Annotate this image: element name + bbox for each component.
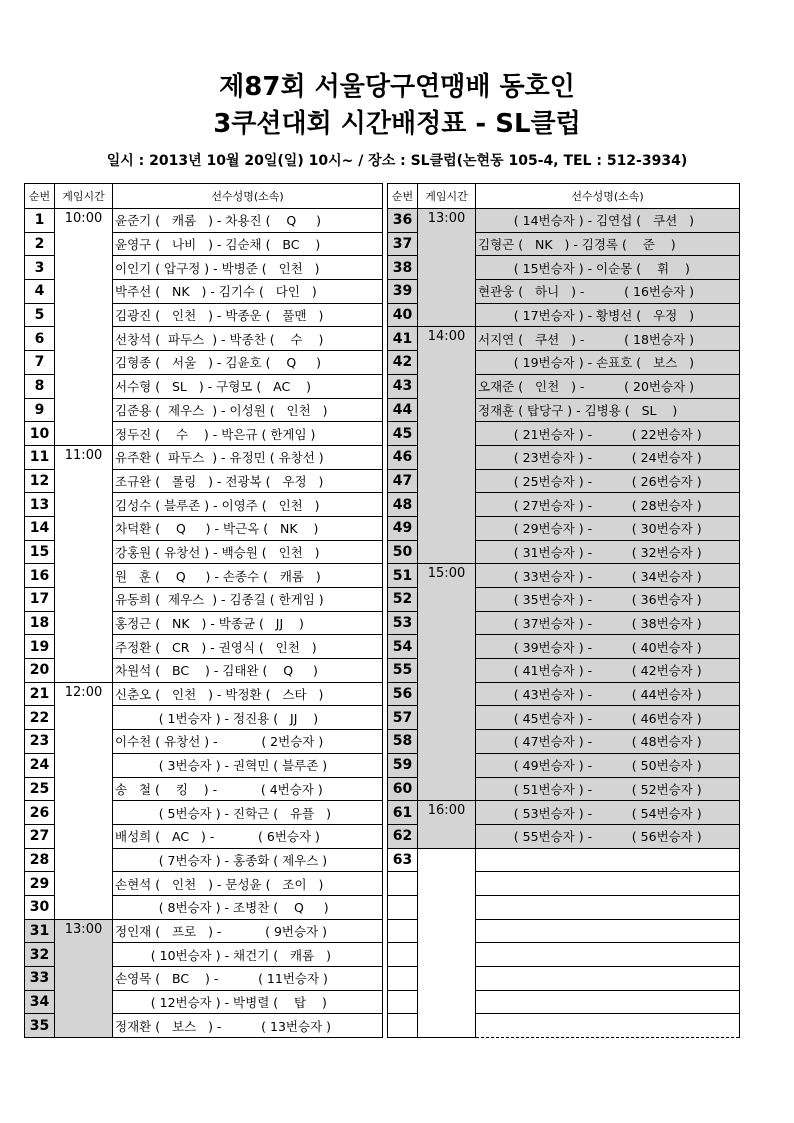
- match-number: 9: [25, 398, 55, 422]
- match-players: 현관웅 ( 하니 ) - ( 16번승자 ): [476, 280, 740, 304]
- game-time: 11:00: [55, 445, 113, 682]
- match-players: ( 43번승자 ) - ( 44번승자 ): [476, 682, 740, 706]
- match-number: 63: [388, 848, 418, 872]
- match-number: 41: [388, 327, 418, 351]
- game-time: 13:00: [55, 919, 113, 1037]
- match-number: [388, 872, 418, 896]
- match-players: ( 3번승자 ) - 권혁민 ( 블루존 ): [113, 753, 383, 777]
- match-players: ( 45번승자 ) - ( 46번승자 ): [476, 706, 740, 730]
- match-number: 57: [388, 706, 418, 730]
- game-time: 14:00: [418, 327, 476, 564]
- match-number: 52: [388, 588, 418, 612]
- match-players: 차덕환 ( Q ) - 박근옥 ( NK ): [113, 516, 383, 540]
- header-num: 순번: [388, 184, 418, 209]
- title-line-1: 제87회 서울당구연맹배 동호인: [219, 72, 575, 102]
- match-number: 46: [388, 445, 418, 469]
- header-players: 선수성명(소속): [476, 184, 740, 209]
- match-number: 4: [25, 280, 55, 304]
- match-number: 42: [388, 351, 418, 375]
- schedule-table-left: [24, 183, 383, 1038]
- match-number: 43: [388, 374, 418, 398]
- match-players: ( 10번승자 ) - 채건기 ( 캐롬 ): [113, 943, 383, 967]
- match-number: 61: [388, 801, 418, 825]
- match-players: 윤준기 ( 캐롬 ) - 차용진 ( Q ): [113, 209, 383, 233]
- match-players: 김형종 ( 서울 ) - 김윤호 ( Q ): [113, 351, 383, 375]
- match-players: 정두진 ( 수 ) - 박은규 ( 한게임 ): [113, 422, 383, 446]
- match-number: 49: [388, 516, 418, 540]
- match-number: 47: [388, 469, 418, 493]
- match-players: [476, 872, 740, 896]
- schedule-table-right: [387, 183, 740, 1038]
- match-players: ( 37번승자 ) - ( 38번승자 ): [476, 611, 740, 635]
- match-players: 손현석 ( 인천 ) - 문성윤 ( 조이 ): [113, 872, 383, 896]
- match-players: 선창석 ( 파두스 ) - 박종찬 ( 수 ): [113, 327, 383, 351]
- match-players: ( 1번승자 ) - 정진용 ( JJ ): [113, 706, 383, 730]
- game-time: [418, 848, 476, 1038]
- table-row: [25, 445, 383, 469]
- match-players: [476, 919, 740, 943]
- match-players: 오재준 ( 인천 ) - ( 20번승자 ): [476, 374, 740, 398]
- match-number: 45: [388, 422, 418, 446]
- match-number: 53: [388, 611, 418, 635]
- match-number: 10: [25, 422, 55, 446]
- header-num: 순번: [25, 184, 55, 209]
- match-players: ( 31번승자 ) - ( 32번승자 ): [476, 540, 740, 564]
- match-number: 19: [25, 635, 55, 659]
- table-row: [25, 682, 383, 706]
- match-number: 17: [25, 588, 55, 612]
- match-number: 48: [388, 493, 418, 517]
- match-players: ( 7번승자 ) - 홍종화 ( 제우스 ): [113, 848, 383, 872]
- match-number: 15: [25, 540, 55, 564]
- match-number: 11: [25, 445, 55, 469]
- match-players: 윤영구 ( 나비 ) - 김순채 ( BC ): [113, 232, 383, 256]
- match-number: 38: [388, 256, 418, 280]
- game-time: 10:00: [55, 209, 113, 446]
- match-number: [388, 990, 418, 1014]
- table-row: [25, 919, 383, 943]
- match-number: 13: [25, 493, 55, 517]
- match-number: [388, 895, 418, 919]
- match-players: 정인재 ( 프로 ) - ( 9번승자 ): [113, 919, 383, 943]
- match-players: ( 49번승자 ) - ( 50번승자 ): [476, 753, 740, 777]
- match-players: 이인기 ( 압구정 ) - 박병준 ( 인천 ): [113, 256, 383, 280]
- match-players: 홍정근 ( NK ) - 박종균 ( JJ ): [113, 611, 383, 635]
- match-players: 원 훈 ( Q ) - 손종수 ( 캐롬 ): [113, 564, 383, 588]
- match-number: 44: [388, 398, 418, 422]
- match-players: ( 47번승자 ) - ( 48번승자 ): [476, 730, 740, 754]
- match-players: ( 14번승자 ) - 김연섭 ( 쿠션 ): [476, 209, 740, 233]
- match-number: 35: [25, 1014, 55, 1038]
- match-players: ( 27번승자 ) - ( 28번승자 ): [476, 493, 740, 517]
- match-number: 60: [388, 777, 418, 801]
- match-players: 송 철 ( 킹 ) - ( 4번승자 ): [113, 777, 383, 801]
- match-players: 주정환 ( CR ) - 권영식 ( 인천 ): [113, 635, 383, 659]
- match-number: 5: [25, 303, 55, 327]
- match-number: 1: [25, 209, 55, 233]
- match-number: [388, 967, 418, 991]
- match-players: ( 19번승자 ) - 손표호 ( 보스 ): [476, 351, 740, 375]
- header-time: 게임시간: [55, 184, 113, 209]
- match-players: 이수천 ( 유창선 ) - ( 2번승자 ): [113, 730, 383, 754]
- match-players: [476, 967, 740, 991]
- match-players: 강홍원 ( 유창선 ) - 백승원 ( 인천 ): [113, 540, 383, 564]
- game-time: 13:00: [418, 209, 476, 327]
- match-number: 39: [388, 280, 418, 304]
- table-row: [388, 801, 740, 825]
- match-number: 25: [25, 777, 55, 801]
- match-players: ( 53번승자 ) - ( 54번승자 ): [476, 801, 740, 825]
- match-number: 32: [25, 943, 55, 967]
- match-players: ( 21번승자 ) - ( 22번승자 ): [476, 422, 740, 446]
- game-time: 15:00: [418, 564, 476, 801]
- match-number: 34: [25, 990, 55, 1014]
- match-number: 20: [25, 659, 55, 683]
- match-players: ( 51번승자 ) - ( 52번승자 ): [476, 777, 740, 801]
- match-players: 서수형 ( SL ) - 구형모 ( AC ): [113, 374, 383, 398]
- match-number: 16: [25, 564, 55, 588]
- match-number: 2: [25, 232, 55, 256]
- match-number: 36: [388, 209, 418, 233]
- table-row: [388, 327, 740, 351]
- match-players: ( 8번승자 ) - 조병찬 ( Q ): [113, 895, 383, 919]
- match-players: 조규완 ( 롤링 ) - 전광복 ( 우정 ): [113, 469, 383, 493]
- table-row: [25, 209, 383, 233]
- match-number: 27: [25, 824, 55, 848]
- match-players: ( 29번승자 ) - ( 30번승자 ): [476, 516, 740, 540]
- header-time: 게임시간: [418, 184, 476, 209]
- match-players: [476, 848, 740, 872]
- event-info: 일시 : 2013년 10월 20일(일) 10시~ / 장소 : SL클럽(논현동 105-4, TEL : 512-3934): [106, 153, 688, 169]
- match-players: 차원석 ( BC ) - 김태완 ( Q ): [113, 659, 383, 683]
- match-number: 58: [388, 730, 418, 754]
- match-number: 3: [25, 256, 55, 280]
- match-players: 정재훈 ( 탑당구 ) - 김병용 ( SL ): [476, 398, 740, 422]
- match-players: 유주환 ( 파두스 ) - 유정민 ( 유창선 ): [113, 445, 383, 469]
- match-number: 29: [25, 872, 55, 896]
- match-number: 22: [25, 706, 55, 730]
- match-number: [388, 919, 418, 943]
- match-players: 서지연 ( 쿠션 ) - ( 18번승자 ): [476, 327, 740, 351]
- match-number: [388, 1014, 418, 1038]
- match-players: 김성수 ( 블루존 ) - 이영주 ( 인천 ): [113, 493, 383, 517]
- match-number: 23: [25, 730, 55, 754]
- match-players: 유동희 ( 제우스 ) - 김종길 ( 한게임 ): [113, 588, 383, 612]
- match-players: ( 33번승자 ) - ( 34번승자 ): [476, 564, 740, 588]
- match-players: [476, 990, 740, 1014]
- match-number: 28: [25, 848, 55, 872]
- match-number: 54: [388, 635, 418, 659]
- match-number: 24: [25, 753, 55, 777]
- match-players: 정재환 ( 보스 ) - ( 13번승자 ): [113, 1014, 383, 1038]
- match-players: ( 15번승자 ) - 이순몽 ( 휘 ): [476, 256, 740, 280]
- match-number: 18: [25, 611, 55, 635]
- match-players: ( 35번승자 ) - ( 36번승자 ): [476, 588, 740, 612]
- match-number: [388, 943, 418, 967]
- table-row: [388, 848, 740, 872]
- match-number: 51: [388, 564, 418, 588]
- match-number: 6: [25, 327, 55, 351]
- match-players: [476, 895, 740, 919]
- match-number: 56: [388, 682, 418, 706]
- match-number: 26: [25, 801, 55, 825]
- match-number: 55: [388, 659, 418, 683]
- match-number: 31: [25, 919, 55, 943]
- header-players: 선수성명(소속): [113, 184, 383, 209]
- title-line-2: 3쿠션대회 시간배정표 - SL클럽: [213, 109, 581, 139]
- match-number: 8: [25, 374, 55, 398]
- match-players: [476, 1014, 740, 1038]
- match-players: [476, 943, 740, 967]
- match-number: 12: [25, 469, 55, 493]
- game-time: 12:00: [55, 682, 113, 919]
- match-number: 21: [25, 682, 55, 706]
- match-players: 박주선 ( NK ) - 김기수 ( 다인 ): [113, 280, 383, 304]
- table-row: [388, 209, 740, 233]
- match-number: 7: [25, 351, 55, 375]
- match-number: 62: [388, 824, 418, 848]
- game-time: 16:00: [418, 801, 476, 848]
- match-number: 14: [25, 516, 55, 540]
- match-players: 김준용 ( 제우스 ) - 이성원 ( 인천 ): [113, 398, 383, 422]
- match-players: ( 17번승자 ) - 황병선 ( 우정 ): [476, 303, 740, 327]
- match-players: ( 39번승자 ) - ( 40번승자 ): [476, 635, 740, 659]
- match-players: 신춘오 ( 인천 ) - 박정환 ( 스타 ): [113, 682, 383, 706]
- match-number: 59: [388, 753, 418, 777]
- table-row: [388, 564, 740, 588]
- match-number: 30: [25, 895, 55, 919]
- match-players: 김광진 ( 인천 ) - 박종운 ( 풀맨 ): [113, 303, 383, 327]
- match-players: ( 55번승자 ) - ( 56번승자 ): [476, 824, 740, 848]
- match-number: 37: [388, 232, 418, 256]
- match-players: 배성희 ( AC ) - ( 6번승자 ): [113, 824, 383, 848]
- match-players: ( 12번승자 ) - 박병렬 ( 탑 ): [113, 990, 383, 1014]
- match-players: ( 23번승자 ) - ( 24번승자 ): [476, 445, 740, 469]
- match-players: 김형곤 ( NK ) - 김경록 ( 준 ): [476, 232, 740, 256]
- match-players: ( 5번승자 ) - 진학근 ( 유플 ): [113, 801, 383, 825]
- match-number: 50: [388, 540, 418, 564]
- match-players: 손영목 ( BC ) - ( 11번승자 ): [113, 967, 383, 991]
- match-number: 33: [25, 967, 55, 991]
- match-players: ( 41번승자 ) - ( 42번승자 ): [476, 659, 740, 683]
- match-number: 40: [388, 303, 418, 327]
- match-players: ( 25번승자 ) - ( 26번승자 ): [476, 469, 740, 493]
